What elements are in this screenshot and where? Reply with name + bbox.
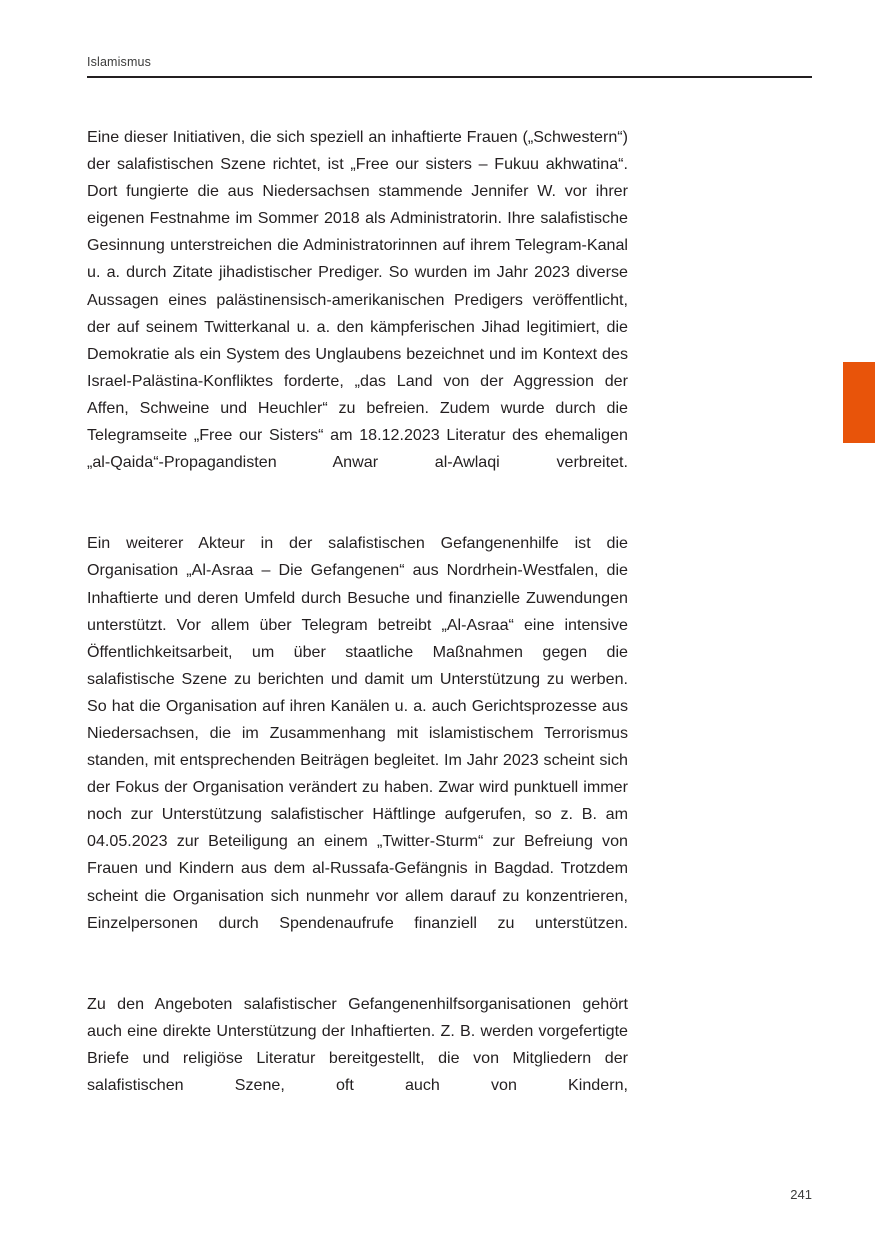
page-number: 241 (790, 1187, 812, 1202)
body-paragraph: Ein weiterer Akteur in der salafistischen Gefangenenhilfe ist die Organisation „Al-Asraa – Die Gefangenen“ aus Nordrhein-Westfalen, die Inhaftierte und deren Umfeld durch Besuche und finanzielle Zuwendungen unterstützt. Vor allem über Telegram betreibt „Al-Asraa“ eine intensive Öffentlichkeitsarbeit, um über staatliche Maßnahmen gegen die salafistische Szene zu berichten und damit um Unterstützung zu werben. So hat die Organisation auf ihren Kanälen u. a. auch Gerichtsprozesse aus Niedersachsen, die im Zusammenhang mit islamistischem Terrorismus standen, mit entsprechenden Beiträgen begleitet. Im Jahr 2023 scheint sich der Fokus der Organisation verändert zu haben. Zwar wird punktuell immer noch zur Unterstützung salafistischer Häftlinge aufgerufen, so z. B. am 04.05.2023 zur Beteiligung an einem „Twitter-Sturm“ zur Befreiung von Frauen und Kindern aus dem al-Russafa-Gefängnis in Bagdad. Trotzdem scheint die Organisation sich nunmehr vor allem darauf zu konzentrieren, Einzelpersonen durch Spendenaufrufe finanziell zu unterstützen. (87, 534, 628, 932)
body-paragraph: Eine dieser Initiativen, die sich speziell an inhaftierte Frauen („Schwestern“) der salafistischen Szene richtet, ist „Free our sisters – Fukuu akhwatina“. Dort fungierte die aus Niedersachsen stammende Jennifer W. vor ihrer eigenen Festnahme im Sommer 2018 als Administratorin. Ihre salafistische Gesinnung unterstreichen die Administratorinnen auf ihrem Telegram-Kanal u. a. durch Zitate jihadistischer Prediger. So wurden im Jahr 2023 diverse Aussagen eines palästinensisch-amerikanischen Predigers veröffentlicht, der auf seinem Twitterkanal u. a. den kämpferischen Jihad legitimiert, die Demokratie als ein System des Unglaubens bezeichnet und im Kontext des Israel-Palästina-Konfliktes forderte, „das Land von der Aggression der Affen, Schweine und Heuchler“ zu befreien. Zudem wurde durch die Telegramseite „Free our Sisters“ am 18.12.2023 Literatur des ehemaligen „al-Qaida“-Propagandisten Anwar al-Awlaqi verbreitet. (87, 128, 628, 472)
running-head-title: Islamismus (87, 55, 152, 69)
chapter-thumb-tab (843, 362, 875, 443)
running-head (87, 54, 812, 78)
running-head-rule (87, 76, 812, 78)
body-paragraph: Zu den Angeboten salafistischer Gefangenenhilfsorganisationen gehört auch eine direkte Unterstützung der Inhaftierten. Z. B. werden vorgefertigte Briefe und religiöse Literatur bereitgestellt, die von Mitgliedern der salafistischen Szene, oft auch von Kindern, (87, 994, 628, 1095)
body-text-column (87, 124, 628, 1126)
